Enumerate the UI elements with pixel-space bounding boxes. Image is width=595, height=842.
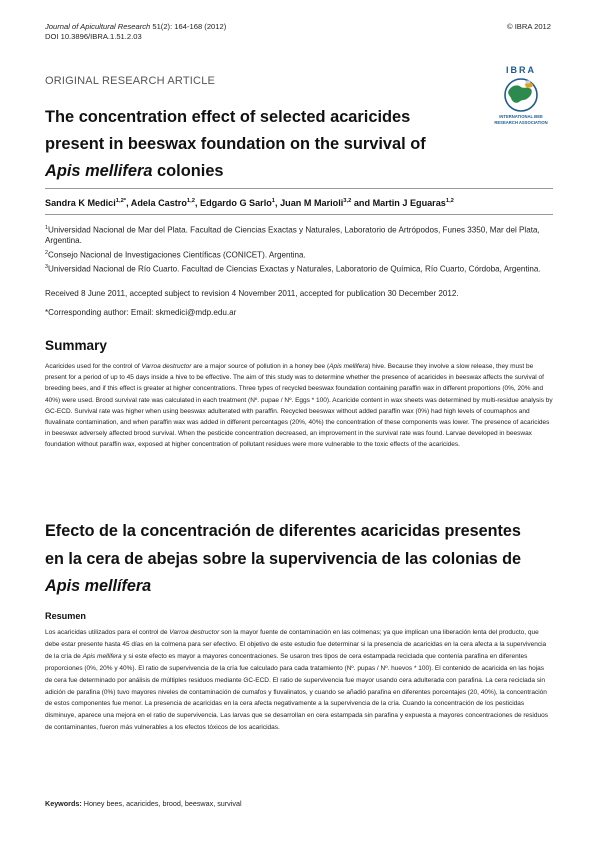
title-end: colonies	[152, 162, 224, 180]
keywords-label: Keywords:	[45, 799, 82, 808]
title-line-3	[45, 158, 475, 185]
resumen-heading: Resumen	[45, 611, 86, 621]
copyright: © IBRA 2012	[506, 22, 551, 31]
article-title	[45, 104, 475, 185]
author-list	[45, 198, 454, 208]
affiliations	[45, 223, 553, 276]
journal-header	[45, 22, 226, 42]
logo-title: IBRA	[506, 65, 536, 75]
spanish-title	[45, 518, 553, 601]
affiliation: $^2$Consejo Nacional de Investigaciones Científicas (CONICET). Argentina.	[45, 249, 306, 260]
es-title-line-3: Apis mellífera	[45, 577, 152, 595]
es-title-line-1: Efecto de la concentración de diferentes acaricidas presentes	[45, 522, 521, 540]
divider	[45, 188, 553, 189]
article-type: ORIGINAL RESEARCH ARTICLE	[45, 75, 216, 87]
corresponding-author: *Corresponding author: Email: skmedici@mdp.edu.ar	[45, 308, 237, 317]
summary-text: Acaricides used for the control of Varroa destructor are a major source of pollution in a honey bee (Apis mellifera) hive. Because they involve a slow release, they must be present for a period of up to 45 days inside a hive to be effective. The aim of this study was to determine whether the presence of acaricides in beeswax affects the survival of breeding bees, and if this effect is greater at higher concentrations. Three types of recycled beeswax foundation containing paraffin wax in different proportions (0%, 20% and 40%) were used. Brood survival rate was calculated in each treatment (Nº. pupae / Nº. Eggs * 100). Acaricide content in wax sheets was determined by multi-residue analysis by GC-ECD. Survival rate was higher when using beeswax adulterated with paraffin. Recycled beeswax without added paraffin wax (0%) had high levels of coumaphos and fluvalinate contamination, and when paraffin wax was added in different percentages (20%, 40%) the concentration of these components was lower. The presence of acaricides in beeswax adversely affected brood survival. When the pesticide concentration decreased, an improvement in the survival rate was found. Larvae developed in beeswax foundation without paraffin wax, exposed at higher concentration of pollutant residues were more vulnerable to the toxic effects of the acaricides.	[45, 363, 553, 449]
es-title-line-2: en la cera de abejas sobre la supervivencia de las colonias de	[45, 549, 521, 568]
affiliation: $^1$Universidad Nacional de Mar del Plata. Facultad de Ciencias Exactas y Naturales, Laboratorio de Artrópodos, Funes 3350, Mar del Plata, Argentina.	[45, 225, 540, 246]
affiliation: $^3$Universidad Nacional de Río Cuarto. Facultad de Ciencias Exactas y Naturales, Laboratorio de Química, Río Cuarto, Córdoba, Argentina.	[45, 264, 541, 274]
journal-name: Journal of Apicultural Research	[45, 22, 151, 31]
resumen-text: Los acaricidas utilizados para el control de Varroa destructor son la mayor fuente de contaminación en las colmenas; ya que implican una liberación lenta del producto, que debe estar presente hasta 45 días en la colmena para ser efectivo. El objetivo de este estudio fue determinar si la presencia de acaricidas en la cera afecta a la supervivencia de la cría de Apis mellifera y si este efecto es mayor a mayores concentraciones. Se usaron tres tipos de cera estampada reciclada que contenía parafina en diferentes proporciones (0%, 20% y 40%). El ratio de supervivencia de la cría fue calculado para cada tratamiento (Nº. pupas / Nº. huevos * 100). El contenido de acaricida en las hojas de cera fue determinado por análisis de múltiples residuos mediante GC-ECD. El ratio de supervivencia fue mayor usando cera adulterada con parafina. La cera reciclada sin adición de parafina (0%) tuvo mayores niveles de contaminación de cumafos y fluvalinatos, y cuando se añadió parafina en diferentes porcentajes (20, 40%), la concentración de estos componentes fue menor. La presencia de acaricidas en la cera afecta negativamente a la supervivencia de la cría. Cuando la concentración de los pesticidas disminuye, aparece una mejora en el ratio de supervivencia. Las larvas que se desarrollan en cera estampada sin parafina y expuesta a mayores concentraciones de residuos de contaminantes, fueron más vulnerables a los efectos tóxicos de los acaricidas.	[45, 629, 548, 732]
author: Edgardo G Sarlo$^1$,	[200, 198, 281, 209]
author: Sandra K Medici$^{1,2*}$,	[45, 198, 131, 209]
title-species: Apis mellifera	[45, 162, 153, 180]
journal-volume: 51(2): 164-168 (2012)	[150, 22, 227, 31]
author: Adela Castro$^{1,2}$,	[130, 198, 201, 209]
logo-line1: INTERNATIONAL BEE	[499, 114, 543, 119]
keywords	[45, 799, 242, 808]
ibra-logo	[487, 63, 555, 129]
author: Juan M Marioli$^{3,2}$ and	[280, 198, 373, 209]
doi-link[interactable]: DOI 10.3896/IBRA.1.51.2.03	[45, 32, 142, 41]
keywords-value: Honey bees, acaricides, brood, beeswax, survival	[81, 799, 242, 808]
title-line-2: present in beeswax foundation on the survival of	[45, 135, 426, 153]
logo-bee-wing	[525, 80, 530, 83]
title-line-1: The concentration effect of selected acaricides	[45, 108, 411, 126]
received-dates: Received 8 June 2011, accepted subject to revision 4 November 2011, accepted for publication 30 December 2012.	[45, 289, 459, 298]
divider	[45, 214, 553, 215]
logo-line2: RESEARCH ASSOCIATION	[494, 120, 548, 125]
summary-heading: Summary	[45, 338, 107, 353]
author: Martin J Eguaras$^{1,2}$	[372, 198, 454, 209]
journal-citation	[45, 22, 226, 32]
